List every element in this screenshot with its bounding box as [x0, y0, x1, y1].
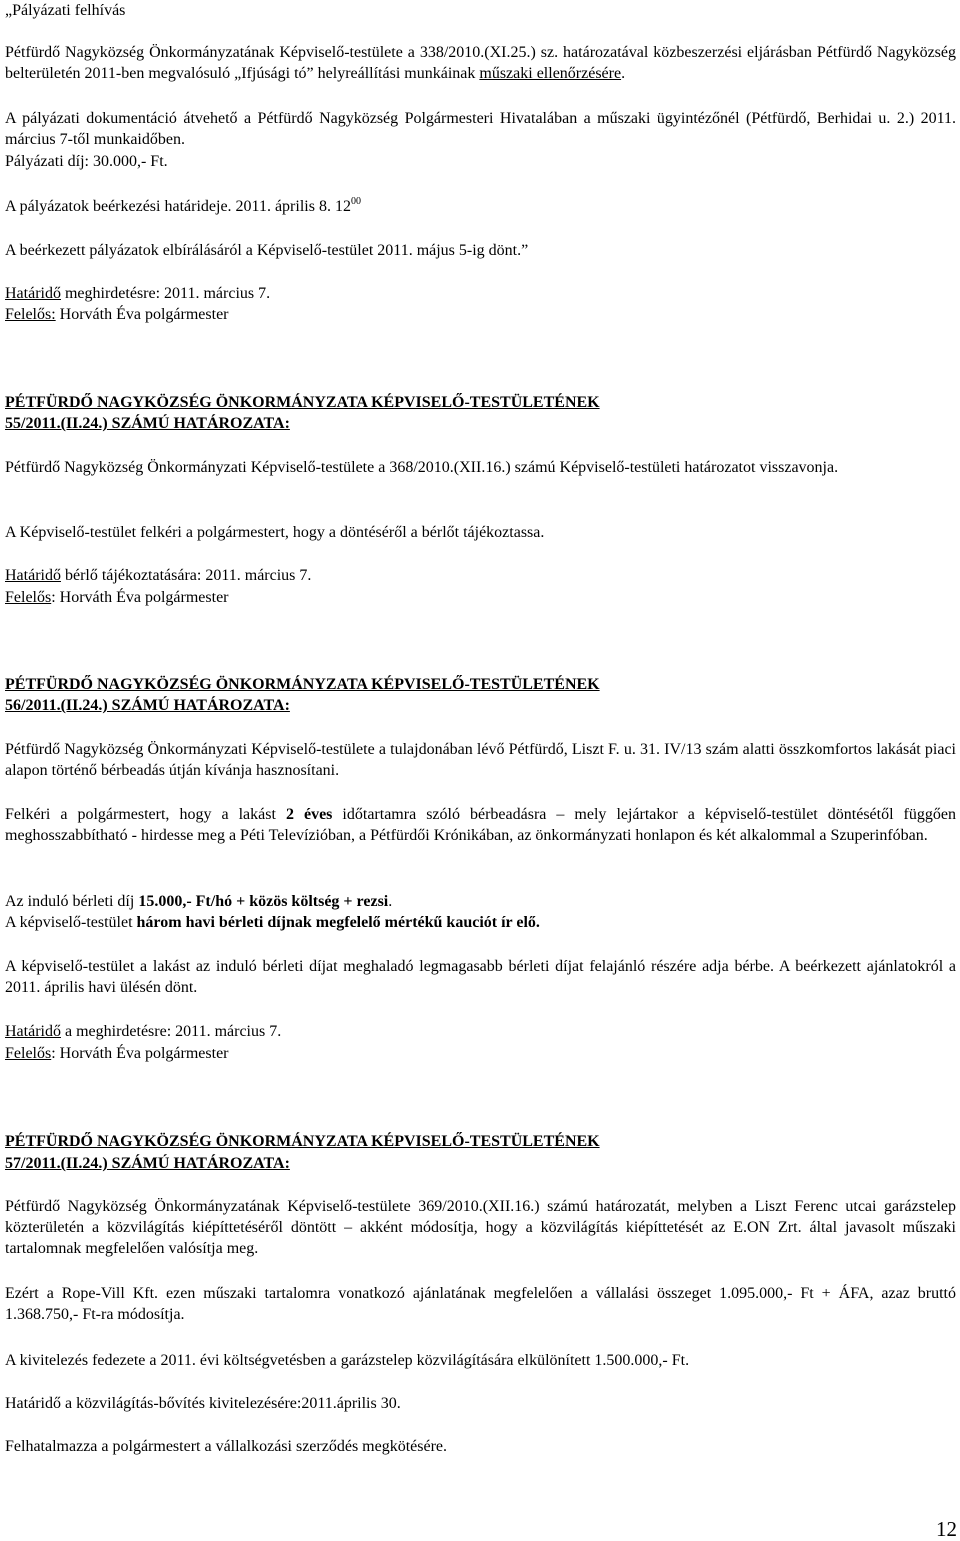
resolution-56-paragraph-5: A képviselő-testület a lakást az induló bérleti díjat meghaladó legmagasabb bérleti díjat felajánló részére adja bérbe. A beérkezett ajánlatokról a 2011. április havi ülésén dönt. — [5, 958, 956, 996]
responsible-line: Felelős: Horváth Éva polgármester — [5, 306, 229, 323]
resolution-56-deadline: Határidő a meghirdetésre: 2011. március 7. — [5, 1023, 282, 1040]
resolution-56-paragraph-1: Pétfürdő Nagyközség Önkormányzati Képviselő-testülete a tulajdonában lévő Pétfürdő, Liszt F. u. 31. IV/13 szám alatti összkomfortos lakását piaci alapon történő bérbeadás útján kívánja hasznosítani. — [5, 741, 956, 779]
resolution-56-heading-line1: PÉTFÜRDŐ NAGYKÖZSÉG ÖNKORMÁNYZATA KÉPVISELŐ-TESTÜLETÉNEK — [5, 676, 600, 693]
resolution-57-paragraph-1: Pétfürdő Nagyközség Önkormányzatának Képviselő-testülete 369/2010.(XII.16.) számú határozatát, melyben a Liszt Ferenc utcai garázstelep közterületén a közvilágítás kiépíttetéséről döntött – akként módosítja, hogy a közvilágítás kiépíttetését az E.ON Zrt. által javasolt műszaki tartalomnak megfelelően valósítja meg. — [5, 1198, 956, 1257]
announcement-intro: Pétfürdő Nagyközség Önkormányzatának Képviselő-testülete a 338/2010.(XI.25.) sz. határozatával közbeszerzési eljárásban Pétfürdő Nagyközség belterületén 2011-ben megvalósuló „Ifjúsági tó” helyreállítási munkáinak műszaki ellenőrzésére. — [5, 44, 956, 82]
resolution-57-paragraph-3: A kivitelezés fedezete a 2011. évi költségvetésben a garázstelep közvilágítására elkülönített 1.500.000,- Ft. — [5, 1352, 690, 1369]
technical-supervision-text: műszaki ellenőrzésére — [479, 65, 622, 82]
resolution-57-paragraph-2: Ezért a Rope-Vill Kft. ezen műszaki tartalomra vonatkozó ajánlatának megfelelően a vállalási összeget 1.095.000,- Ft + ÁFA, azaz bruttó 1.368.750,- Ft-ra módosítja. — [5, 1285, 956, 1323]
documentation-paragraph: A pályázati dokumentáció átvehető a Pétfürdő Nagyközség Polgármesteri Hivatalában a műszaki ügyintézőnél (Pétfürdő, Berhidai u. 2.) 2011. március 7-től munkaidőben. — [5, 110, 956, 148]
resolution-56-heading-line2: 56/2011.(II.24.) SZÁMÚ HATÁROZATA: — [5, 697, 290, 714]
resolution-57-paragraph-5: Felhatalmazza a polgármestert a vállalkozási szerződés megkötésére. — [5, 1438, 448, 1455]
resolution-55-deadline: Határidő bérlő tájékoztatására: 2011. március 7. — [5, 567, 312, 584]
resolution-56-responsible: Felelős: Horváth Éva polgármester — [5, 1045, 229, 1062]
page-number: 12 — [936, 1517, 957, 1541]
resolution-55-heading-line2: 55/2011.(II.24.) SZÁMÚ HATÁROZATA: — [5, 415, 290, 432]
announcement-title: „Pályázati felhívás — [5, 2, 126, 19]
resolution-56-paragraph-4: A képviselő-testület három havi bérleti díjnak megfelelő mértékű kauciót ír elő. — [5, 914, 540, 931]
resolution-57-paragraph-4: Határidő a közvilágítás-bővítés kivitelezésére:2011.április 30. — [5, 1395, 401, 1412]
resolution-55-paragraph-1: Pétfürdő Nagyközség Önkormányzati Képviselő-testülete a 368/2010.(XII.16.) számú Képviselő-testületi határozatot visszavonja. — [5, 459, 839, 476]
resolution-56-paragraph-2: Felkéri a polgármestert, hogy a lakást 2 éves időtartamra szóló bérbeadásra – mely lejártakor a képviselő-testület döntésétől függően meghosszabbítható - hirdesse meg a Péti Televízióban, a Pétfürdői Krónikában, az önkormányzati honlapon és két alkalommal a Szuperinfóban. — [5, 806, 956, 844]
resolution-55-responsible: Felelős: Horváth Éva polgármester — [5, 589, 229, 606]
submission-deadline: A pályázatok beérkezési határideje. 2011. április 8. $12^{00}$ — [5, 195, 361, 215]
resolution-55-heading-line1: PÉTFÜRDŐ NAGYKÖZSÉG ÖNKORMÁNYZATA KÉPVISELŐ-TESTÜLETÉNEK — [5, 394, 600, 411]
resolution-57-heading-line2: 57/2011.(II.24.) SZÁMÚ HATÁROZATA: — [5, 1155, 290, 1172]
deadline-line: Határidő meghirdetésre: 2011. március 7. — [5, 285, 271, 302]
application-fee: Pályázati díj: 30.000,- Ft. — [5, 153, 168, 170]
evaluation-paragraph: A beérkezett pályázatok elbírálásáról a Képviselő-testület 2011. május 5-ig dönt.” — [5, 242, 529, 259]
resolution-57-heading-line1: PÉTFÜRDŐ NAGYKÖZSÉG ÖNKORMÁNYZATA KÉPVISELŐ-TESTÜLETÉNEK — [5, 1133, 600, 1150]
resolution-56-paragraph-3: Az induló bérleti díj 15.000,- Ft/hó + közös költség + rezsi. — [5, 893, 393, 910]
resolution-55-paragraph-2: A Képviselő-testület felkéri a polgármestert, hogy a döntéséről a bérlőt tájékoztassa. — [5, 524, 545, 541]
